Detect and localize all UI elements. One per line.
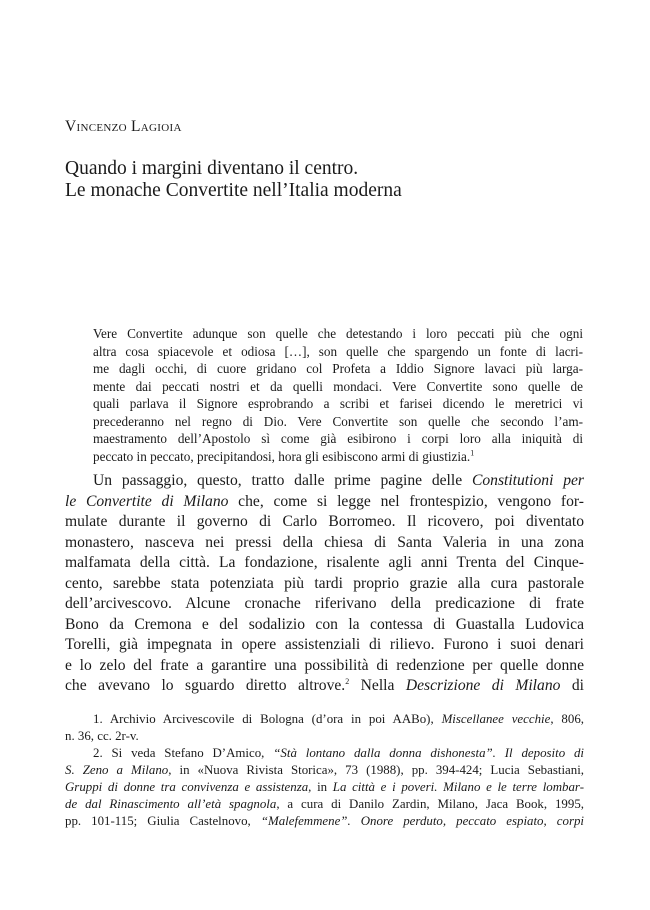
epigraph-line: precederanno nel regno di Dio. Vere Convertite son quelle che secondo l’am- xyxy=(93,413,583,429)
footnote-1-line: n. 36, cc. 2r-v. xyxy=(65,729,139,743)
body-text: che avevano lo sguardo diretto altrove. xyxy=(65,677,346,694)
epigraph-line: altra cosa spiacevole et odiosa […], son quelle che spargendo un fonte di lacri- xyxy=(93,343,583,359)
footnote-2-line xyxy=(65,762,584,779)
article-title xyxy=(65,158,402,202)
epigraph-quote xyxy=(93,325,583,465)
footnote-1-line xyxy=(65,711,584,728)
body-text: che, come si legge nel frontespizio, vengono for- xyxy=(228,492,584,510)
body-line: cento, sarebbe stata potenziata più tardi proprio grazie alla cura pastorale xyxy=(65,574,584,592)
body-line: Torelli, già impegnata in opere assistenziali di rilievo. Furono i suoi denari xyxy=(65,636,584,653)
body-text: Un passaggio, questo, tratto dalle prime pagine delle xyxy=(93,472,472,489)
note-title: Miscellanee vecchie xyxy=(441,712,551,726)
body-line: Bono da Cremona e del sodalizio con la contessa di Guastalla Ludovica xyxy=(65,615,584,633)
epigraph-line: quali parlava il Signore esprobrando a scribi et farisei dicendo le meretrici vi xyxy=(93,396,583,411)
body-line: malfamata della città. La fondazione, risalente agli anni Trenta del Cinque- xyxy=(65,554,584,571)
footnote-ref-1[interactable]: 1 xyxy=(470,448,475,458)
body-line: e lo zelo del frate a garantire una possibilità di redenzione per quelle donne xyxy=(65,656,584,674)
body-line: monastero, nasceva nei pressi della chiesa di Santa Valeria in una zona xyxy=(65,533,584,551)
note-title: de dal Rinascimento all’età spagnola xyxy=(65,797,277,811)
work-title: Descrizione di Milano xyxy=(405,677,561,694)
note-text: 2. Si veda Stefano D’Amico, xyxy=(93,746,274,760)
epigraph-line xyxy=(93,448,583,466)
note-text: , in xyxy=(308,780,333,794)
footnote-2-line xyxy=(65,813,584,830)
epigraph-line: maestramento dell’Apostolo sì come già esibirono i corpi loro alla iniquità di xyxy=(93,431,583,446)
work-title: Constitutioni per xyxy=(471,472,584,489)
title-line-1: Quando i margini diventano il centro. xyxy=(65,158,359,179)
epigraph-text: peccato in peccato, precipitandosi, hora gli esibiscono armi di giustizia. xyxy=(93,448,471,464)
body-paragraph xyxy=(65,471,584,697)
footnote-2-line xyxy=(65,779,584,796)
note-title: La città e i poveri. Milano e le terre lombar- xyxy=(332,780,584,794)
body-line xyxy=(65,471,584,492)
body-text: Nella xyxy=(349,677,406,694)
epigraph-line: Vere Convertite adunque son quelle che detestando i loro peccati più che ogni xyxy=(93,326,583,341)
body-line: dell’arcivescovo. Alcune cronache riferivano della predicazione di frate xyxy=(65,595,584,612)
note-title: “Stà lontano dalla donna dishonesta”. Il deposito di xyxy=(273,746,585,760)
note-title: S. Zeno a Milano xyxy=(65,763,169,777)
note-title: “Malefemmene”. Onore perduto, peccato espiato, corpi xyxy=(260,814,584,828)
body-line: mulate durante il governo di Carlo Borromeo. Il ricovero, poi diventato xyxy=(65,513,584,530)
footnotes xyxy=(65,711,584,830)
note-title: Gruppi di donne tra convivenza e assistenza xyxy=(65,780,309,794)
epigraph-line: mente dai peccati nostri et da quelli mondaci. Vere Convertite sono quelle de xyxy=(93,378,583,394)
epigraph-line: me dagli occhi, di cuore gridano col Profeta a Iddio Signore lavaci più larga- xyxy=(93,361,583,376)
footnote-ref-2[interactable]: 2 xyxy=(345,676,350,686)
work-title: le Convertite di Milano xyxy=(65,492,229,510)
body-text: di xyxy=(560,677,584,694)
title-line-2: Le monache Convertite nell’Italia moderna xyxy=(65,180,402,201)
note-text: , in «Nuova Rivista Storica», 73 (1988), pp. 394-424; Lucia Sebastiani, xyxy=(168,763,584,777)
note-text: , a cura di Danilo Zardin, Milano, Jaca Book, 1995, xyxy=(276,797,584,811)
footnote-2-line xyxy=(65,745,584,762)
note-text: , 806, xyxy=(550,712,584,726)
body-line xyxy=(65,492,584,513)
note-text: pp. 101-115; Giulia Castelnovo, xyxy=(65,814,261,828)
footnote-2-line xyxy=(65,796,584,813)
note-text: 1. Archivio Arcivescovile di Bologna (d’ora in poi AABo), xyxy=(93,712,442,726)
body-line xyxy=(65,676,584,697)
author-name: Vincenzo Lagioia xyxy=(65,118,182,135)
